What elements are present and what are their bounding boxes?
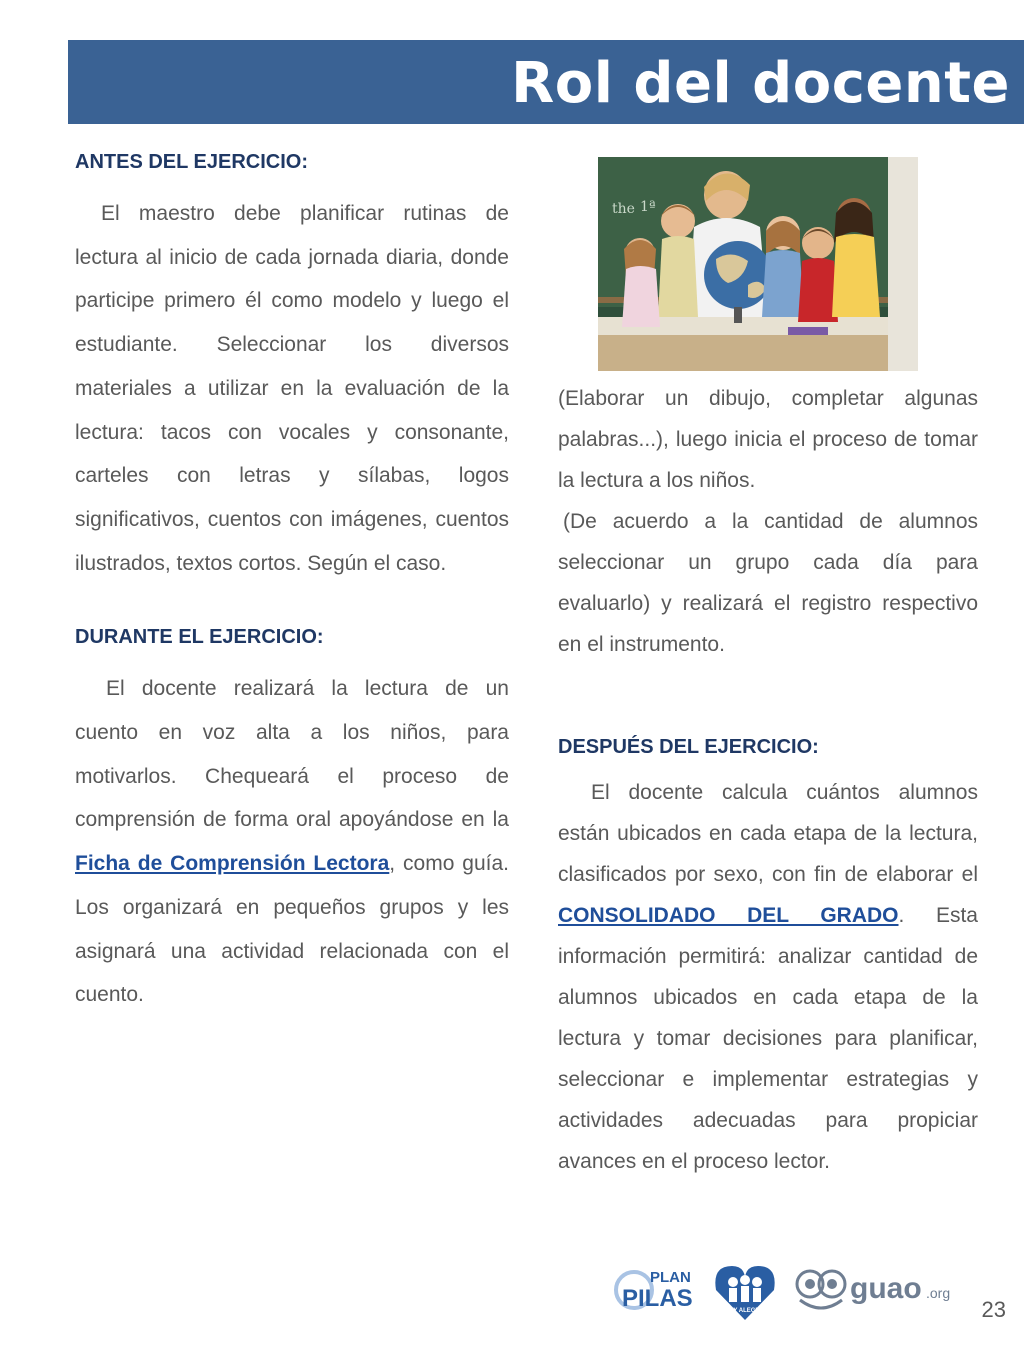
right-column [558,378,978,1182]
svg-text:guao: guao [850,1272,922,1305]
guao-logo [797,1271,950,1308]
svg-text:.org: .org [926,1285,951,1301]
svg-text:PILAS: PILAS [622,1285,693,1312]
fe-y-alegria-logo [715,1266,774,1320]
section-heading-before: ANTES DEL EJERCICIO: [75,151,308,173]
paragraph-after [558,772,978,1182]
page-title: Rol del docente [511,51,1010,116]
left-column [75,148,509,1017]
paragraph-after-text-1: El docente calcula cuántos alumnos están ubicados en cada etapa de la lectura, clasificados por sexo, con fin de elaborar el [558,781,978,886]
section-heading-after: DESPUÉS DEL EJERCICIO: [558,736,819,758]
paragraph-continuation: (Elaborar un dibujo, completar algunas palabras...), luego inicia el proceso de tomar la lectura a los niños. [558,387,978,492]
consolidado-del-grado-link[interactable]: CONSOLIDADO DEL GRADO [558,904,899,927]
footer-logos [612,1260,982,1326]
paragraph-during-text-1: El docente realizará la lectura de un cuento en voz alta a los niños, para motivarlos. Chequeará el proceso de comprensión de forma oral apoyándose en la [75,677,509,832]
section-heading-during: DURANTE EL EJERCICIO: [75,626,324,649]
svg-text:PLAN: PLAN [650,1269,691,1286]
paragraph-before: El maestro debe planificar rutinas de lectura al inicio de cada jornada diaria, donde participe primero él como modelo y luego el estudiante. Seleccionar los diversos materiales a utilizar en la evaluación de la lectura: tacos con vocales y consonante, carteles con letras y sílabas, logos significativos, cuentos con imágenes, cuentos ilustrados, textos cortos. Según el caso. [75,202,509,575]
header-bar [68,40,1024,124]
paragraph-continuation-2: (De acuerdo a la cantidad de alumnos seleccionar un grupo cada día para evaluarlo) y realizará el registro respectivo en el instrumento. [558,510,978,656]
classroom-photo [598,157,918,371]
svg-text:1ª: 1ª [640,199,656,215]
teacher-children-globe-illustration [598,157,918,371]
svg-text:the: the [612,201,635,217]
paragraph-after-text-2: . Esta información permitirá: analizar cantidad de alumnos ubicados en cada etapa de la lectura y tomar decisiones para planificar, seleccionar e implementar estrategias y actividades adecuadas para propiciar avances en el proceso lector. [558,904,978,1173]
partner-logos [612,1260,982,1326]
plan-pilas-logo [616,1269,693,1312]
ficha-comprension-link[interactable]: Ficha de Comprensión Lectora [75,852,390,876]
paragraph-during-text-2: , como guía. Los organizará en pequeños grupos y les asignará una actividad relacionada con el cuento. [75,852,510,1007]
svg-text:FE Y ALEGRÍA: FE Y ALEGRÍA [724,1308,766,1314]
page-number: 23 [981,1297,1006,1322]
paragraph-during [75,667,509,1017]
